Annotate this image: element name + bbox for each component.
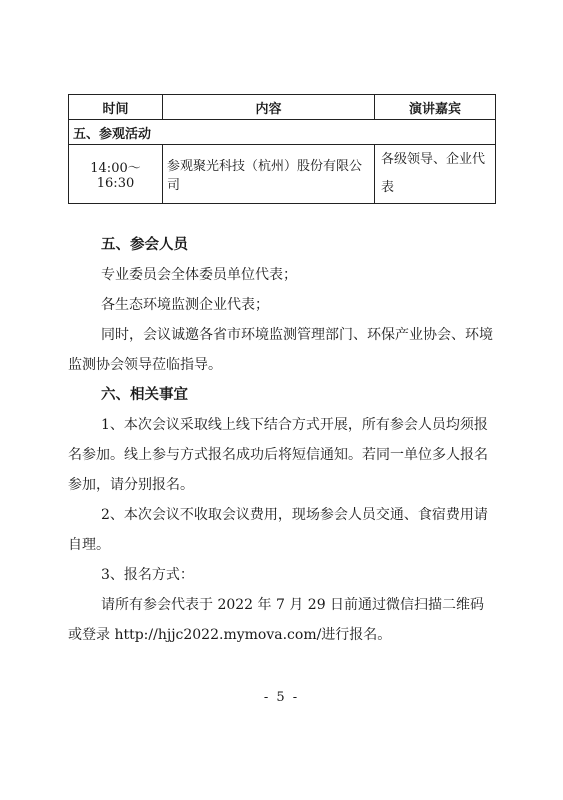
cell-time: 14:00～16:30: [69, 145, 163, 204]
table-header-row: [69, 95, 496, 120]
cell-speaker: 各级领导、企业代表: [375, 145, 496, 204]
schedule-table: [68, 94, 496, 204]
matters-item-4: 请所有参会代表于 2022 年 7 月 29 日前通过微信扫描二维码或登录 http://hjjc2022.mymova.com/进行报名。: [68, 597, 485, 643]
matters-item-2: 2、本次会议不收取会议费用，现场参会人员交通、食宿费用请自理。: [68, 507, 488, 553]
cell-content: 参观聚光科技（杭州）股份有限公司: [163, 145, 375, 204]
table-row: [69, 145, 496, 204]
table-section-row: [69, 120, 496, 145]
page-number: - 5 -: [263, 690, 300, 705]
participants-line-2: 各生态环境监测企业代表；: [101, 297, 269, 313]
header-time: 时间: [69, 95, 163, 120]
participants-heading: 五、参会人员: [101, 237, 188, 253]
section-title: 五、参观活动: [69, 120, 496, 145]
header-content: 内容: [163, 95, 375, 120]
matters-item-3: 3、报名方式：: [101, 567, 194, 583]
matters-heading: 六、相关事宜: [101, 387, 188, 403]
participants-line-1: 专业委员会全体委员单位代表；: [101, 267, 297, 283]
header-speaker: 演讲嘉宾: [375, 95, 496, 120]
matters-item-1: 1、本次会议采取线上线下结合方式开展，所有参会人员均须报名参加。线上参与方式报名成功后将短信通知。若同一单位多人报名参加，请分别报名。: [68, 417, 488, 493]
participants-line-3: 同时，会议诚邀各省市环境监测管理部门、环保产业协会、环境监测协会领导莅临指导。: [68, 327, 493, 373]
